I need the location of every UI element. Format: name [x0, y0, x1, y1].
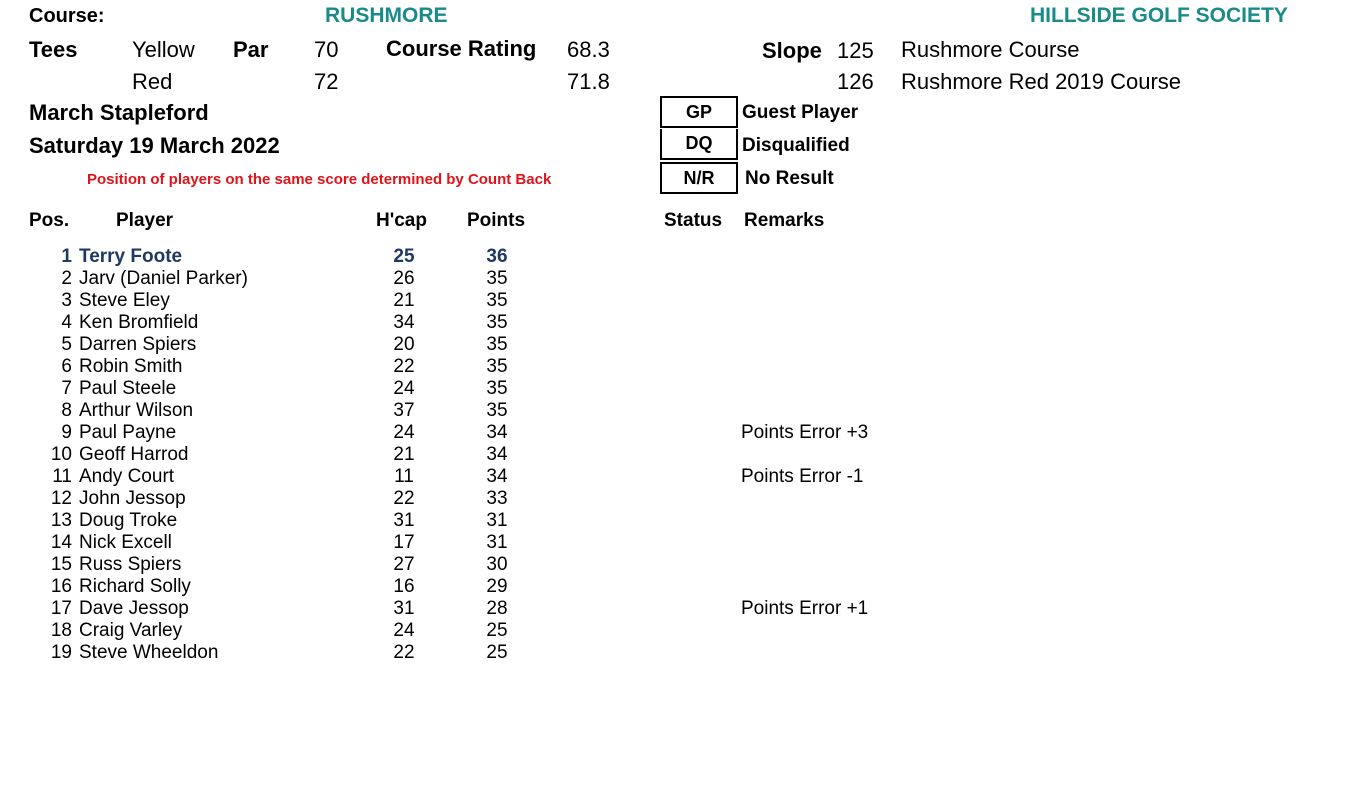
row-pos: 12	[50, 488, 72, 509]
row-pos: 9	[61, 422, 72, 443]
row-points: 34	[486, 422, 508, 443]
row-player: Paul Payne	[79, 422, 177, 443]
tees-label: Tees	[29, 37, 78, 62]
row-hcap: 34	[393, 312, 415, 333]
row-hcap: 22	[393, 356, 415, 377]
row-hcap: 17	[393, 532, 415, 553]
table-row	[0, 444, 1000, 466]
row-pos: 6	[61, 356, 72, 377]
row-remarks: Points Error +1	[741, 598, 869, 619]
table-row	[0, 488, 1000, 510]
key-code-dq: DQ	[660, 129, 738, 160]
slope-yellow: 125	[837, 38, 874, 63]
par-yellow: 70	[314, 37, 339, 62]
row-player: Dave Jessop	[79, 598, 189, 619]
row-points: 30	[486, 554, 508, 575]
row-pos: 17	[50, 598, 72, 619]
row-pos: 8	[61, 400, 72, 421]
row-player: Geoff Harrod	[79, 444, 189, 465]
row-pos: 7	[61, 378, 72, 399]
table-row	[0, 620, 1000, 642]
row-hcap: 16	[393, 576, 415, 597]
table-row	[0, 246, 1000, 268]
col-player: Player	[116, 210, 174, 231]
row-hcap: 27	[393, 554, 415, 575]
col-status: Status	[664, 210, 723, 231]
row-player: Andy Court	[79, 466, 175, 487]
society-name: HILLSIDE GOLF SOCIETY	[1030, 4, 1288, 27]
row-points: 35	[486, 356, 508, 377]
row-hcap: 24	[393, 378, 415, 399]
table-row	[0, 334, 1000, 356]
row-player: Doug Troke	[79, 510, 178, 531]
row-pos: 13	[50, 510, 72, 531]
row-player: John Jessop	[79, 488, 186, 509]
row-player: Paul Steele	[79, 378, 177, 399]
key-code-nr: N/R	[660, 162, 738, 194]
col-points: Points	[467, 210, 526, 231]
row-player: Darren Spiers	[79, 334, 197, 355]
row-hcap: 31	[393, 598, 415, 619]
table-row	[0, 576, 1000, 598]
row-points: 25	[486, 642, 508, 663]
row-pos: 16	[50, 576, 72, 597]
row-pos: 3	[61, 290, 72, 311]
table-row	[0, 466, 1000, 488]
event-name: March Stapleford	[29, 100, 209, 125]
slope-label: Slope	[762, 38, 822, 63]
row-pos: 11	[52, 466, 72, 487]
table-row	[0, 400, 1000, 422]
table-row	[0, 268, 1000, 290]
slope-red: 126	[837, 69, 874, 94]
row-hcap: 25	[393, 246, 415, 267]
row-points: 25	[486, 620, 508, 641]
row-hcap: 37	[393, 400, 415, 421]
row-remarks: Points Error -1	[741, 466, 864, 487]
rating-yellow: 68.3	[567, 37, 610, 62]
key-meaning-nr: No Result	[745, 168, 834, 189]
row-player: Russ Spiers	[79, 554, 182, 575]
countback-note: Position of players on the same score determined by Count Back	[87, 171, 552, 188]
row-player: Steve Wheeldon	[79, 642, 219, 663]
row-pos: 18	[50, 620, 72, 641]
row-hcap: 31	[393, 510, 415, 531]
table-row	[0, 378, 1000, 400]
row-player: Terry Foote	[79, 246, 183, 267]
row-pos: 15	[50, 554, 72, 575]
row-remarks: Points Error +3	[741, 422, 869, 443]
tee-red: Red	[132, 69, 173, 94]
course-red: Rushmore Red 2019 Course	[901, 69, 1182, 94]
row-pos: 1	[61, 246, 72, 267]
row-hcap: 24	[393, 620, 415, 641]
row-player: Ken Bromfield	[79, 312, 199, 333]
row-hcap: 22	[393, 488, 415, 509]
row-player: Craig Varley	[79, 620, 183, 641]
event-date: Saturday 19 March 2022	[29, 133, 280, 158]
table-row	[0, 312, 1000, 334]
course-rating-label: Course Rating	[386, 36, 537, 61]
row-player: Richard Solly	[79, 576, 191, 597]
row-points: 35	[486, 400, 508, 421]
row-points: 31	[486, 532, 508, 553]
row-points: 36	[486, 246, 508, 267]
row-hcap: 24	[393, 422, 415, 443]
row-player: Jarv (Daniel Parker)	[79, 268, 248, 289]
row-player: Robin Smith	[79, 356, 183, 377]
par-red: 72	[314, 69, 339, 94]
table-row	[0, 510, 1000, 532]
row-points: 35	[486, 334, 508, 355]
row-pos: 10	[50, 444, 72, 465]
row-pos: 4	[61, 312, 72, 333]
col-hcap: H'cap	[376, 210, 427, 231]
row-player: Arthur Wilson	[79, 400, 194, 421]
table-row	[0, 290, 1000, 312]
row-points: 33	[486, 488, 508, 509]
row-pos: 5	[61, 334, 72, 355]
col-remarks: Remarks	[744, 210, 825, 231]
row-points: 35	[486, 378, 508, 399]
row-points: 35	[486, 268, 508, 289]
row-hcap: 21	[393, 444, 415, 465]
tee-yellow: Yellow	[132, 37, 195, 62]
row-hcap: 20	[393, 334, 415, 355]
key-code-gp: GP	[660, 96, 738, 128]
row-points: 35	[486, 290, 508, 311]
course-label: Course:	[29, 5, 105, 27]
table-row	[0, 356, 1000, 378]
row-player: Nick Excell	[79, 532, 172, 553]
table-row	[0, 532, 1000, 554]
row-pos: 19	[50, 642, 72, 663]
rating-red: 71.8	[567, 69, 610, 94]
row-points: 28	[486, 598, 508, 619]
key-meaning-dq: Disqualified	[742, 135, 850, 156]
course-yellow: Rushmore Course	[901, 37, 1080, 62]
course-name: RUSHMORE	[325, 4, 448, 27]
table-row	[0, 598, 1000, 620]
row-hcap: 26	[393, 268, 415, 289]
key-meaning-gp: Guest Player	[742, 102, 859, 123]
row-points: 29	[486, 576, 508, 597]
row-hcap: 22	[393, 642, 415, 663]
row-pos: 14	[50, 532, 72, 553]
row-hcap: 21	[393, 290, 415, 311]
row-player: Steve Eley	[79, 290, 170, 311]
row-points: 35	[486, 312, 508, 333]
row-points: 31	[486, 510, 508, 531]
par-label: Par	[233, 37, 269, 62]
table-row	[0, 554, 1000, 576]
table-row	[0, 422, 1000, 444]
row-points: 34	[486, 466, 508, 487]
row-points: 34	[486, 444, 508, 465]
row-pos: 2	[61, 268, 72, 289]
col-pos: Pos.	[29, 210, 70, 231]
row-hcap: 11	[394, 466, 414, 487]
table-row	[0, 642, 1000, 664]
